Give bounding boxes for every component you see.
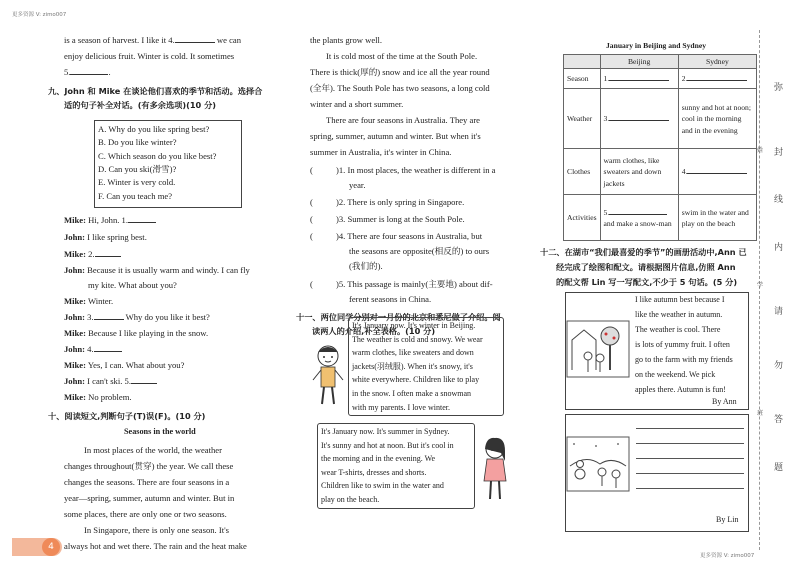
- passage-line: There are four seasons in Australia. They are: [326, 115, 480, 125]
- autumn-farm-picture: [566, 320, 630, 378]
- boy-illustration: [308, 340, 348, 410]
- season-table: Beijing Sydney Season 1. 2. Weather 3. sunny and hot at noon; cool in the morning and in the evening Clothes warm clothes, like sweaters and down jackets 4. Activities 5. and make a snow-man swim in the water and play on the beach: [563, 54, 757, 241]
- section-11-title-cont: 读两人的介绍,补全表格。(10 分): [312, 326, 436, 336]
- section-9-title-cont: 适的句子补全对话。(有多余选项)(10 分): [64, 100, 217, 110]
- col-beijing: Beijing: [600, 55, 678, 69]
- passage-line: It is cold most of the time at the South Pole.: [326, 51, 478, 61]
- by-ann: By Ann: [712, 397, 737, 406]
- lin-writing-lines[interactable]: [636, 428, 744, 503]
- passage-line: always hot and wet there. The rain and the heat make: [64, 541, 247, 551]
- header-right: 更多资源 V: zimo007: [700, 553, 755, 559]
- beijing-speech-bubble: It's January now. It's winter in Beijing. The weather is cold and snowy. We wear warm clothes, like sweaters and down jackets(羽绒服). When it's snowy, it's white everywhere. Children like to play in the snow. I often make a snowman with my parents. I love winter.: [348, 317, 504, 416]
- winter-snow-picture: [566, 436, 630, 492]
- section-12-title-cont: 的配文帮 Lin 写一写配文,不少于 5 句话。(5 分): [556, 277, 738, 287]
- text-line: is a season of harvest. I like it 4. we can: [64, 35, 242, 45]
- passage-line: In most places of the world, the weather: [84, 445, 222, 455]
- passage-line: winter and a short summer.: [310, 99, 404, 109]
- option-b: B. Do you like winter?: [98, 137, 177, 148]
- sydney-speech-bubble: It's January now. It's summer in Sydney. It's sunny and hot at noon. But it's cool in the morning and in the evening. We wear T-shirts, dresses and shorts. Children like to swim in the water and play on the beach.: [317, 423, 475, 509]
- girl-illustration: [478, 435, 512, 505]
- page-number: 4: [42, 538, 60, 556]
- col-sydney: Sydney: [678, 55, 756, 69]
- passage-line: spring, summer, autumn and winter. But when it's: [310, 131, 481, 141]
- text-line: enjoy delicious fruit. Winter is cold. It sometimes: [64, 51, 235, 61]
- passage-line: some places, there are only one or two seasons.: [64, 509, 227, 519]
- passage-title: Seasons in the world: [124, 427, 196, 436]
- passage-line: There is thick(厚的) snow and ice all the year round: [310, 67, 490, 77]
- passage-line: In Singapore, there is only one season. It's: [84, 525, 229, 535]
- passage-line: changes throughout(贯穿) the year. We call these: [64, 461, 234, 471]
- section-11-title: 十一、两位同学分别对一月份的北京和悉尼做了介绍。阅: [296, 312, 501, 322]
- option-a: A. Why do you like spring best?: [98, 124, 210, 134]
- header-left: 更多资源 V: zimo007: [12, 12, 67, 18]
- table-title: January in Beijing and Sydney: [606, 41, 707, 50]
- section-12-title: 十二、在湖市“我们最喜爱的季节”的画册活动中,Ann 已: [540, 247, 747, 257]
- by-lin: By Lin: [716, 515, 739, 524]
- passage-line: the plants grow well.: [310, 35, 383, 45]
- option-e: E. Winter is very cold.: [98, 177, 176, 188]
- option-d: D. Can you ski(滑雪)?: [98, 163, 177, 174]
- passage-line: summer in Australia, it's winter in China.: [310, 147, 452, 157]
- option-f: F. Can you teach me?: [98, 190, 173, 201]
- section-10-title: 十、阅读短文,判断句子(T)误(F)。(10 分): [48, 411, 206, 421]
- option-c: C. Which season do you like best?: [98, 150, 217, 161]
- binding-line: [759, 30, 760, 550]
- passage-line: year—spring, summer, autumn and winter. But in: [64, 493, 235, 503]
- passage-line: changes the seasons. There are four seasons in a: [64, 477, 230, 487]
- section-9-title: 九、John 和 Mike 在谈论他们喜欢的季节和活动。选择合: [48, 86, 263, 96]
- options-box: [94, 120, 242, 208]
- passage-line: (全年). The South Pole has two seasons, a long cold: [310, 83, 490, 93]
- text-line: 5. .: [64, 67, 111, 77]
- section-12-title-cont: 经完成了绘图和配文。请根据图片信息,仿照 Ann: [556, 262, 736, 272]
